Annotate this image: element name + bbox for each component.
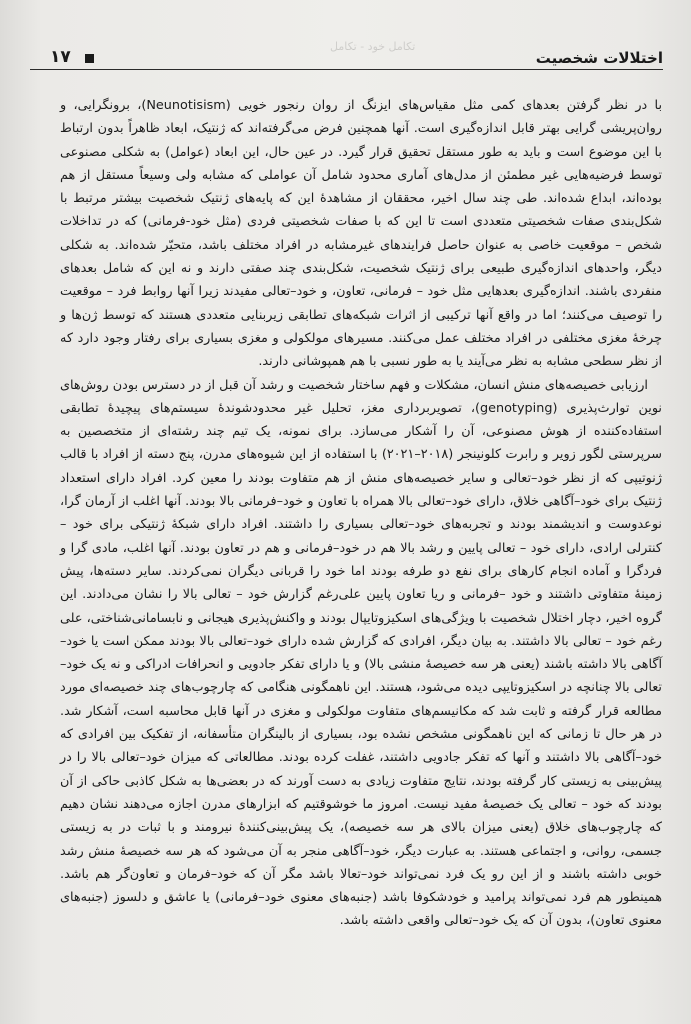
paragraph: با در نظر گرفتن بعدهای کمی مثل مقیاس‌های ایزنگ از روان رنجور خویی (Neunotisism)، برونگرایی، و روان‌پریشی گرایی بهتر قابل اندازه‌گیری است. آنها همچنین فرض می‌گرفته‌اند که ژنتیک، ابعاد ظاهراً بدون ارتباط با این موضوع است و باید به طور مستقل تحقیق قرار گیرد. در عین حال، این ابعاد (عوامل) به شکلی مصنوعی توسط فرضیه‌هایی غیر مطمئن از مدل‌های آماری محدود شامل آن عواملی که مشابه ولی وسیعاً مستقل از هم بوده‌اند، ابداع شده‌اند. طی چند سال اخیر، محققان از مشاهدهٔ این که پایه‌های ژنتیک شخصیت بیشتر مرتبط با شکل‌بندی صفات شخصیتی متعددی است تا این که با صفات شخصیتی فردی (مثل خود-فرمانی) که در تداخلات شخص – موقعیت خاصی به عنوان حاصل فرایندهای غیرمشابه در افراد مختلف باشد، متحیّر شده‌اند. به شکلی دیگر، واحدهای اندازه‌گیری طبیعی برای ژنتیک شخصیت، شکل‌بندی چند صفتی دارند و نه این که شامل بعدهای منفردی باشند. اندازه‌گیری بعدهایی مثل خود – فرمانی، تعاون، و خود–تعالی مفیدند زیرا آنها روابط فرد – موقعیت را توصیف می‌کنند؛ اما در واقع آنها ترکیبی از اثرات شبکه‌های تطابقی زیربنایی متعددی هستند که توسط ژن‌ها و چرخهٔ مغزی مختلفی در افراد مختلف عمل می‌کنند. مسیرهای مولکولی و مغزی بسیاری برای رفتار وجود دارد که از نظر سطحی مشابه به نظر می‌آیند یا به طور نسبی با هم همپوشانی دارند.: [60, 98, 663, 370]
paragraph: ارزیابی خصیصه‌های منش انسان، مشکلات و فهم ساختار شخصیت و رشد آن قبل از در دسترس بودن روش‌های نوین توارث‌پذیری (genotyping)، تصویربرداری مغز، تحلیل غیر محدودشوندهٔ سیستم‌های پیچیدهٔ تطابقی استفاده‌کننده از هوش مصنوعی، آن را آشکار می‌سازد. برای نمونه، یک تیم چند رشته‌ای از متخصصین به سرپرستی لگور زویر و رابرت کلونینجر (۲۰۱۸–۲۰۲۱) با استفاده از این شیوه‌های مدرن، پنج دسته از افراد با قالب ژنوتیپی که از نظر خود–تعالی و سایر خصیصه‌های منش از هم متفاوت بودند را معین کرد. افراد دارای استعداد ژنتیک برای خود–آگاهی خلاق، دارای خود–تعالی بالا همراه با تعاون و خود–فرمانی بالا بودند. آنها اغلب از آرمان گرا، نوعدوست و اندیشمند بودند و تجربه‌های خود–تعالی بسیاری را داشتند. افراد دارای شبکهٔ ژنتیکی برای خود – کنترلی ارادی، دارای خود – تعالی پایین و رشد بالا هم در خود–فرمانی و هم در تعاون بودند. آنها اغلب، مادی گرا و فردگرا و آماده انجام کارهای برای نفع دو طرفه بودند اما خود را قربانی دیگران نمی‌کردند. سایر دسته‌ها، پیش زمینهٔ متفاوتی داشتند و خود –فرمانی و ریا تعاون پایین علی‌رغم گزارش خود – تعالی بالا را نشان می‌دادند. این گروه اخیر، دچار اختلال شخصیت با ویژگی‌های اسکیزوتایپال بودند و واکنش‌پذیری هیجانی و نابسامانی‌شناختی، علی رغم خود – تعالی بالا داشتند. به بیان دیگر، افرادی که گزارش شده دارای خود–تعالی بالا بودند ممکن است یا خود–آگاهی بالا داشته باشند (یعنی هر سه خصیصهٔ منشی بالا) و یا دارای تفکر جادویی و انحرافات ادراکی و نه یک خود–تعالی بالا چنانچه در اسکیزوتایپی دیده می‌شود، هستند. این ناهمگونی هنگامی که چارچوب‌های چند خصیصه‌ای مورد مطالعه قرار گرفته و ثابت شد که مکانیسم‌های متفاوت مولکولی و مغزی در آنها قابل محاسبه است، آشکار شد. در هر حال تا زمانی که این ناهمگونی مشخص نشده بود، بسیاری از بالینگران متأسفانه، از تفکیک بین افرادی که خود–آگاهی بالا داشتند و آنها که تفکر جادویی داشتند، غفلت کرده بودند. مطالعاتی که میزان خود–تعالی بالا را در پیش‌بینی به زیستی کار گرفته بودند، نتایج متفاوت زیادی به دست آورند که در بعضی‌ها به شکل کاذبی حاکی از آن بودند که خود – تعالی یک خصیصهٔ مفید نیست. امروز ما خوشوقتیم که ابزارهای مدرن اجازه می‌دهند نشان دهیم که چارچوب‌های خلاق (یعنی میزان بالای هر سه خصیصه)، یک پیش‌بینی‌کنندهٔ نیرومند و با ثبات در به زیستی جسمی، روانی، و اجتماعی هستند. به عبارت دیگر، خود–آگاهی منجر به آن می‌شود که هر سه خصیصهٔ منش رشد خوبی داشته باشند و از این رو یک فرد نمی‌تواند خود–تعالا باشد مگر آن که خود–فرمان و تعاون‌گر هم باشد. همینطور هم فرد نمی‌تواند پرامید و خودشکوفا باشد (جنبه‌های معنوی خود–فرمانی) یا عاشق و دلسوز (جنبه‌های معنوی تعاون)، بدون آن که یک خود–تعالی واقعی داشته باشد.: [60, 377, 662, 929]
show-through-text: تکامل خود - تکامل: [330, 40, 416, 53]
body-text: [60, 94, 662, 933]
header-square-icon: [85, 54, 94, 63]
header-rule: [30, 69, 663, 70]
header-title: اختلالات شخصیت: [535, 49, 663, 67]
page-number: ۱۷: [50, 47, 71, 67]
